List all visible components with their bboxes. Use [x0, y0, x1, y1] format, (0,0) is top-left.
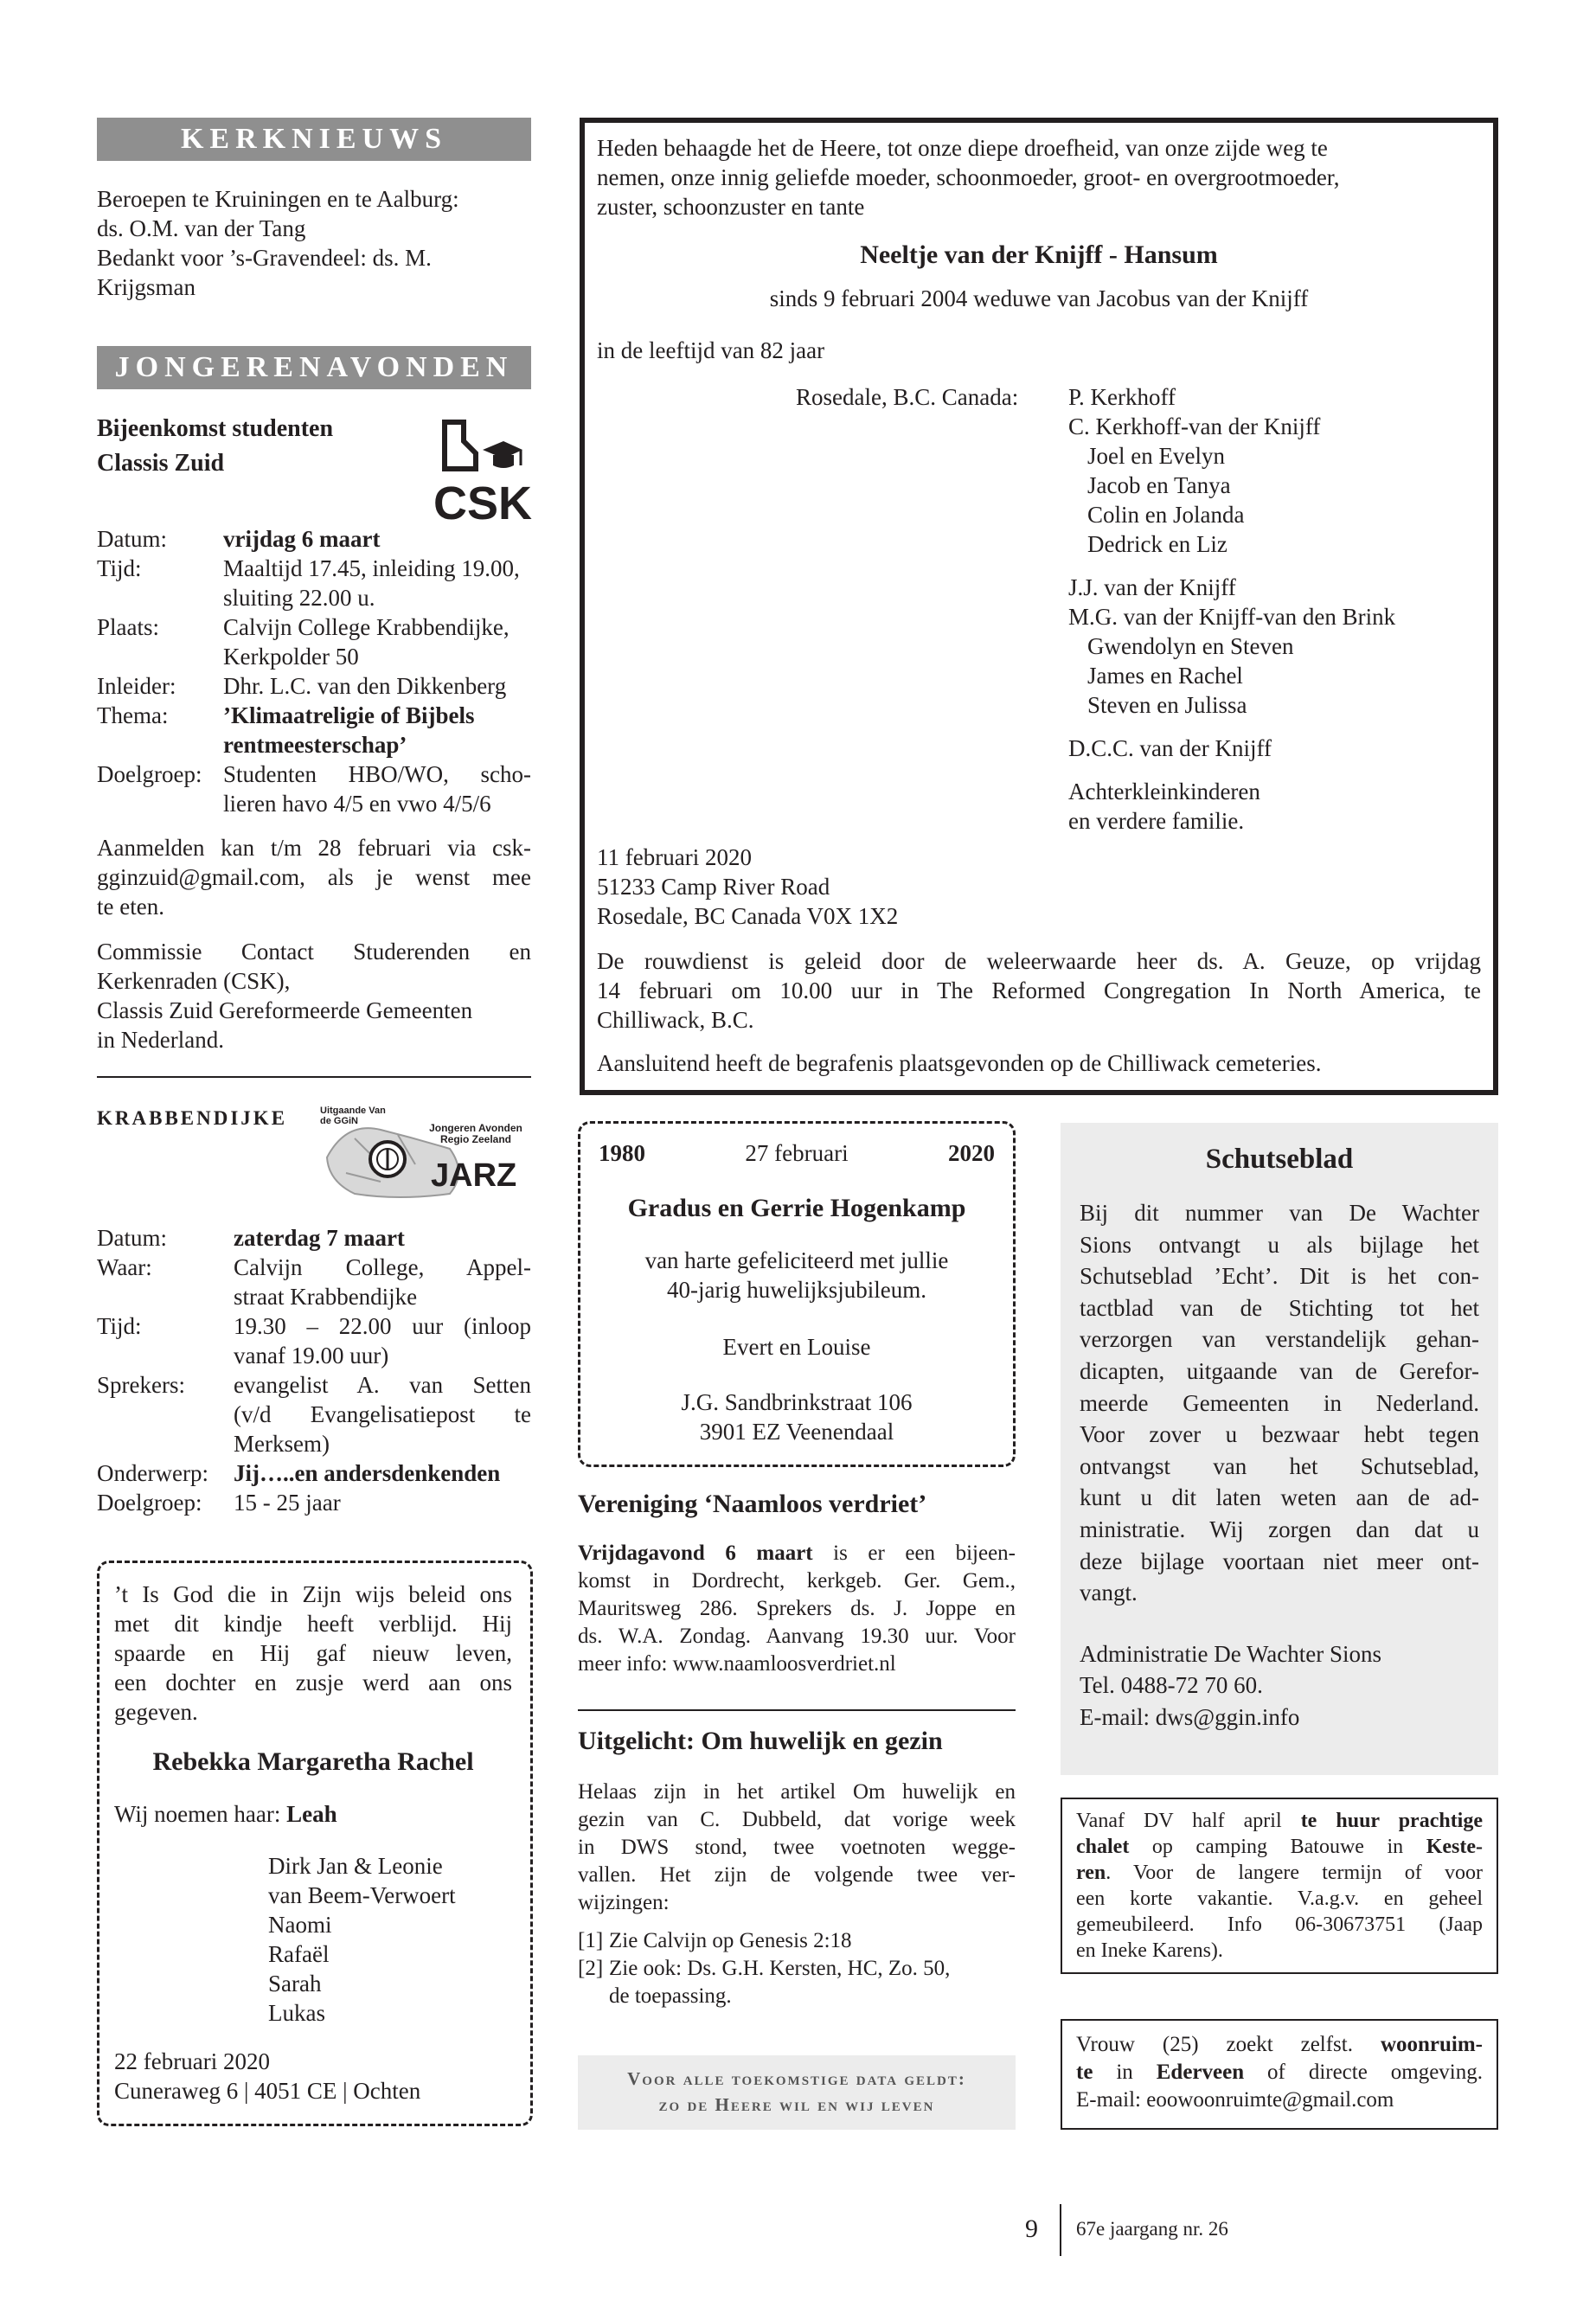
anniversary-dates: 1980 27 februari 2020: [599, 1140, 995, 1166]
schutseblad-title: Schutseblad: [1205, 1144, 1354, 1175]
kerknieuws-text: Beroepen te Kruiningen en te Aalburg: ds. O.M. van der Tang Bedankt voor ’s-Gravendeel: ds. M. Krijgsman: [97, 186, 459, 300]
footer-divider: [1060, 2204, 1061, 2256]
issue-info: 67e jaargang nr. 26: [1076, 2218, 1228, 2240]
obituary-intro: Heden behaagde het de Heere, tot onze diepe droefheid, van onze zijde weg te nemen, onze innig geliefde moeder, schoonmoeder, groot- en overgrootmoeder, zuster, schoonzuster en tante: [597, 135, 1340, 220]
csk-logo: CSK: [433, 415, 533, 535]
obituary-widow: sinds 9 februari 2004 weduwe van Jacobus van der Knijff: [769, 285, 1309, 311]
jongeren-heading: Bijeenkomst studenten Classis Zuid: [97, 415, 334, 477]
birth-address: 22 februari 2020 Cuneraweg 6 | 4051 CE | Ochten: [114, 2048, 421, 2104]
krabbendijke-details: Datum: zaterdag 7 maart Waar: Calvijn College, Appel- straat Krabbendijke Tijd: 19.30 – 22.00 uur (inloop vanaf 19.00 uur) Sprekers: evangelist A. van Setten (v/d Evangelisatiepost te Merksem) Onderwerp: Jij…..en andersdenkenden Doelgroep: 15 - 25 jaar: [97, 1225, 531, 1516]
jongeren-aanmelden: Aanmelden kan t/m 28 februari via csk- gginzuid@gmail.com, als je wenst mee te eten.: [97, 835, 531, 920]
kerknieuws-header: KERKNIEUWS: [97, 118, 531, 161]
birth-name: Rebekka Margaretha Rachel: [152, 1747, 474, 1776]
page-number: 9: [1025, 2214, 1038, 2243]
jarz-logo: Uitgaande Van de GGiN Jongeren Avonden Regio Zeeland JARZ: [320, 1104, 528, 1206]
uitgelicht-title: Uitgelicht: Om huwelijk en gezin: [578, 1727, 943, 1755]
divider: [578, 1709, 1016, 1711]
obituary-age: in de leeftijd van 82 jaar: [597, 337, 825, 363]
chalet-text: Vanaf DV half april te huur prachtige chalet op camping Batouwe in Keste- ren. Voor de langere termijn of voor een korte vakantie. V.a.g.v. en geheel gemeubileerd. Info 06-30673751 (Jaap en Ineke Karens).: [1076, 1810, 1483, 1962]
vereniging-title: Vereniging ‘Naamloos verdriet’: [578, 1490, 927, 1518]
obituary-burial: Aansluitend heeft de begrafenis plaatsgevonden op de Chilliwack cemeteries.: [597, 1050, 1322, 1076]
obituary-name: Neeltje van der Knijff - Hansum: [860, 240, 1218, 269]
woonruimte-text: Vrouw (25) zoekt zelfst. woonruim- te in Ederveen of directe omgeving. E-mail: eoowoonruimte@gmail.com: [1076, 2033, 1483, 2112]
krabbendijke-title: KRABBENDIJKE: [97, 1107, 288, 1129]
divider: [97, 1076, 531, 1078]
uitgelicht-text: Helaas zijn in het artikel Om huwelijk en gezin van C. Dubbeld, dat vorige week in DWS stond, twee voetnoten wegge- vallen. Het zijn de volgende twee ver- wijzingen: [1] Zie Calvijn op Genesis 2:18 [2] Zie ook: Ds. G.H. Kersten, HC, Zo. 50, de toepassing.: [578, 1780, 1016, 2008]
anniversary-from: Evert en Louise: [722, 1334, 871, 1360]
birth-called: Wij noemen haar: Leah: [114, 1801, 337, 1827]
voorbehoud-banner: Voor alle toekomstige data geldt: zo de Heere wil en wij leven: [578, 2055, 1016, 2130]
birth-family: Dirk Jan & Leonie van Beem-Verwoert Naomi Rafaël Sarah Lukas: [268, 1853, 456, 2026]
jongeren-details: Datum: vrijdag 6 maart Tijd: Maaltijd 17.45, inleiding 19.00, sluiting 22.00 u. Plaats: Calvijn College Krabbendijke, Kerkpolder 50 Inleider: Dhr. L.C. van den Dikkenberg Thema: ’Klimaatreligie of Bijbels rentmeesterschap’ Doelgroep: Studenten HBO/WO, scho- lieren havo 4/5 en vwo 4/5/6: [97, 526, 531, 817]
anniversary-address: J.G. Sandbrinkstraat 106 3901 EZ Veenendaal: [681, 1389, 913, 1445]
obituary-service: De rouwdienst is geleid door de weleerwaarde heer ds. A. Geuze, op vrijdag 14 februari om 10.00 uur in The Reformed Congregation In North America, te Chilliwack, B.C.: [597, 948, 1481, 1033]
jongeren-commissie: Commissie Contact Studerenden en Kerkenraden (CSK), Classis Zuid Gereformeerde Gemeenten in Nederland.: [97, 939, 531, 1053]
schutseblad-text: Bij dit nummer van De Wachter Sions ontvangt u als bijlage het Schutseblad ’Echt’. Dit is het con- tactblad van de Stichting tot het verzorgen van verstandelijk gehan- dicapten, uitgaande van de Gerefor- meerde Gemeenten in Nederland. Voor zover u bezwaar hebt tegen ontvangst van het Schutseblad, kunt u dit laten weten aan de ad- ministratie. Wij zorgen dan dat u deze bijlage voortaan niet meer ont- vangt. Administratie De Wachter Sions Tel. 0488-72 70 60. E-mail: dws@ggin.info: [1080, 1200, 1479, 1730]
anniversary-text: van harte gefeliciteerd met jullie 40-jarig huwelijksjubileum.: [644, 1247, 949, 1303]
obituary-place: Rosedale, B.C. Canada:: [796, 384, 1019, 410]
obituary-family: P. Kerkhoff C. Kerkhoff-van der Knijff Joel en Evelyn Jacob en Tanya Colin en Jolanda Dedrick en Liz J.J. van der Knijff M.G. van der Knijff-van den Brink Gwendolyn en Steven James en Rachel Steven en Julissa D.C.C. van der Knijff Achterkleinkinderen en verdere familie.: [1068, 384, 1396, 834]
birth-verse: ’t Is God die in Zijn wijs beleid ons met dit kindje heeft verblijd. Hij spaarde en Hij gaf nieuw leven, een dochter en zusje werd aan ons gegeven.: [114, 1581, 512, 1725]
jongerenavonden-header: JONGERENAVONDEN: [97, 346, 531, 389]
obituary-address: 11 februari 2020 51233 Camp River Road Rosedale, BC Canada V0X 1X2: [597, 844, 899, 929]
vereniging-text: Vrijdagavond 6 maart is er een bijeen- komst in Dordrecht, kerkgeb. Ger. Gem., Mauritsweg 286. Sprekers ds. J. Joppe en ds. W.A. Zondag. Aanvang 19.30 uur. Voor meer info: www.naamloosverdriet.nl: [578, 1541, 1016, 1676]
anniversary-names: Gradus en Gerrie Hogenkamp: [627, 1194, 966, 1222]
